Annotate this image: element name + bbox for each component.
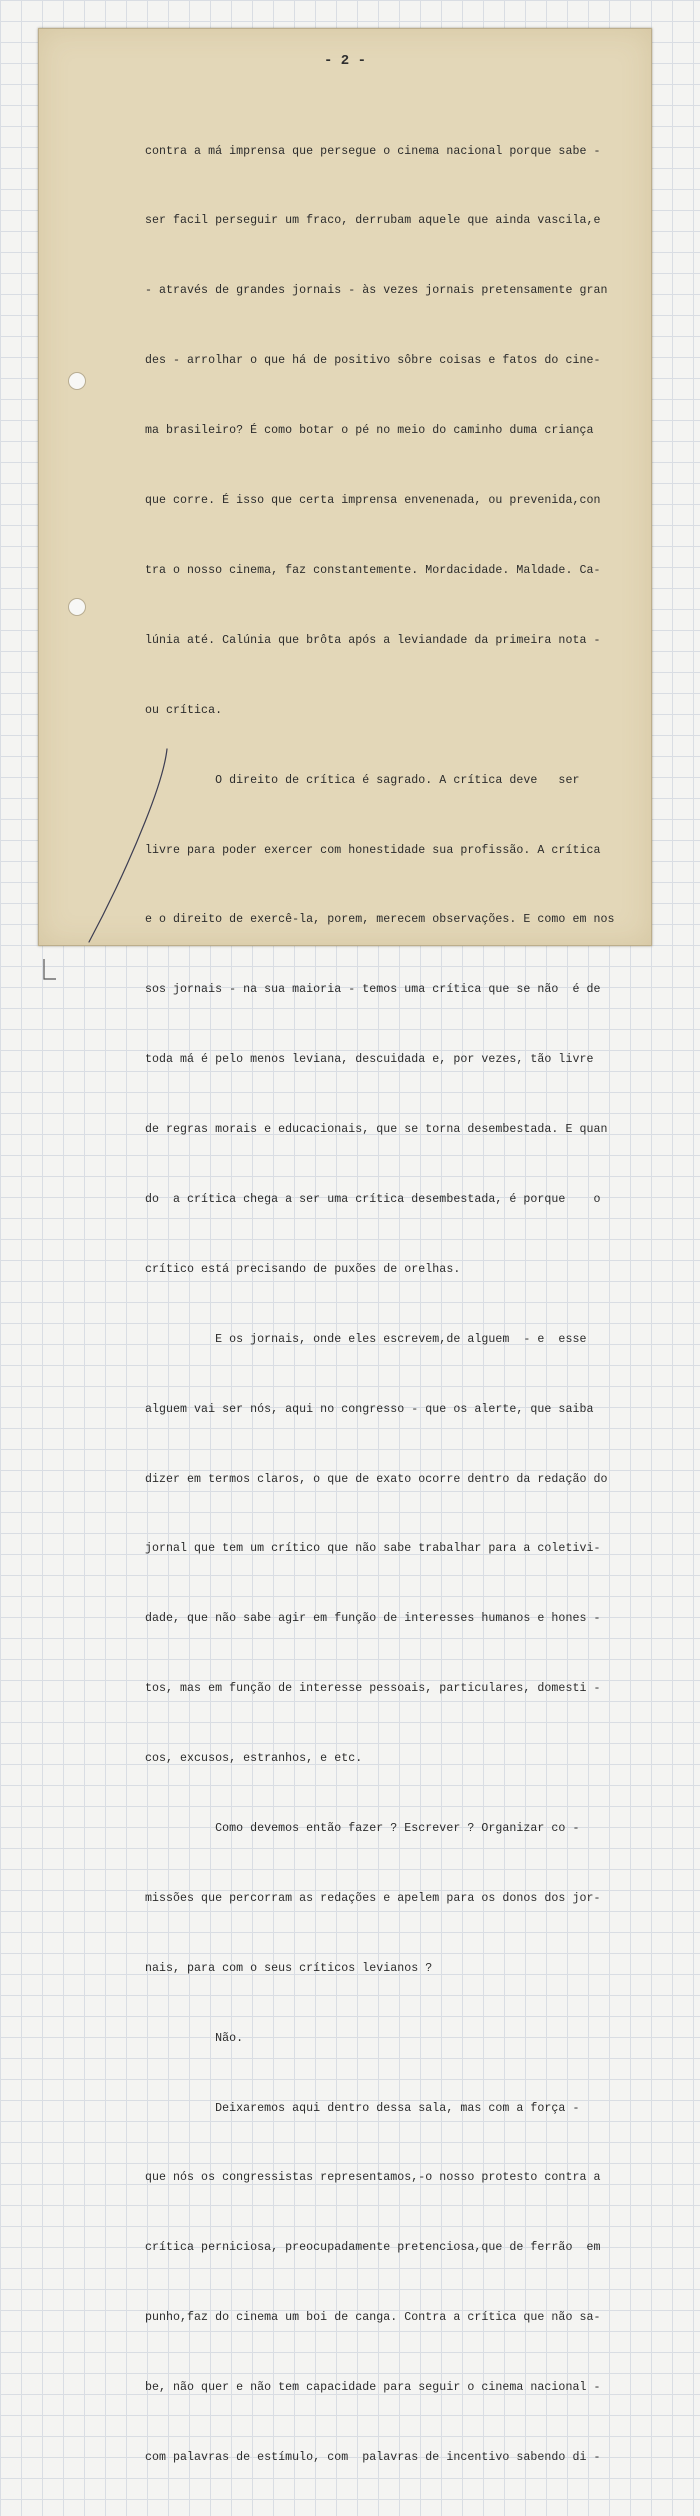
text-line: be, não quer e não tem capacidade para seguir o cinema nacional - [145,2381,601,2395]
punch-hole [68,598,86,616]
text-line: crítica perniciosa, preocupadamente pretenciosa,que de ferrão em [145,2241,601,2255]
text-line: dizer em termos claros, o que de exato ocorre dentro da redação do [145,1472,608,1486]
typed-text-body [145,93,615,2516]
text-line: tra o nosso cinema, faz constantemente. Mordacidade. Maldade. Ca- [145,563,601,577]
text-line: e o direito de exercê-la, porem, merecem observações. E como em nos [145,913,615,927]
text-line: ou crítica. [145,703,223,717]
text-line: E os jornais, onde eles escrevem,de alguem - e esse [145,1332,587,1346]
text-line: dade, que não sabe agir em função de interesses humanos e hones - [145,1612,601,1626]
text-line: Como devemos então fazer ? Escrever ? Organizar co - [145,1821,580,1835]
text-line: toda má é pelo menos leviana, descuidada e, por vezes, tão livre [145,1053,594,1067]
text-line: jornal que tem um crítico que não sabe trabalhar para a coletivi- [145,1542,601,1556]
text-line: O direito de crítica é sagrado. A crítica deve ser [145,773,580,787]
text-line: de regras morais e educacionais, que se torna desembestada. E quan [145,1123,608,1137]
text-line: Não. [145,2031,244,2045]
text-line: punho,faz do cinema um boi de canga. Contra a crítica que não sa- [145,2311,601,2325]
text-line: sos jornais - na sua maioria - temos uma crítica que se não é de [145,983,601,997]
text-line: alguem vai ser nós, aqui no congresso - que os alerte, que saiba [145,1402,594,1416]
text-line: cos, excusos, estranhos, e etc. [145,1752,363,1766]
text-line: do a crítica chega a ser uma crítica desembestada, é porque o [145,1192,601,1206]
document-page [38,28,652,2464]
text-line: nais, para com o seus críticos levianos ? [145,1961,433,1975]
punch-hole [68,372,86,390]
page-number: - 2 - [323,53,366,69]
margin-pen-stroke [69,747,189,947]
text-line: missões que percorram as redações e apelem para os donos dos jor- [145,1891,601,1905]
text-line: que corre. É isso que certa imprensa envenenada, ou prevenida,con [145,494,601,508]
text-line: des - arrolhar o que há de positivo sôbre coisas e fatos do cine- [145,354,601,368]
text-line: Deixaremos aqui dentro dessa sala, mas com a força - [145,2101,580,2115]
text-line: com palavras de estímulo, com palavras de incentivo sabendo di - [145,2450,601,2464]
text-line: ser facil perseguir um fraco, derrubam aquele que ainda vascila,e [145,214,601,228]
text-line: lúnia até. Calúnia que brôta após a leviandade da primeira nota - [145,633,601,647]
corner-pencil-mark [40,955,70,985]
text-line: ma brasileiro? É como botar o pé no meio do caminho duma criança [145,424,594,438]
text-line: crítico está precisando de puxões de orelhas. [145,1262,461,1276]
text-line: - através de grandes jornais - às vezes jornais pretensamente gran [145,284,608,298]
text-line: que nós os congressistas representamos,-o nosso protesto contra a [145,2171,601,2185]
text-line: tos, mas em função de interesse pessoais, particulares, domesti - [145,1682,601,1696]
text-line: livre para poder exercer com honestidade sua profissão. A crítica [145,843,601,857]
text-line: contra a má imprensa que persegue o cinema nacional porque sabe - [145,144,601,158]
